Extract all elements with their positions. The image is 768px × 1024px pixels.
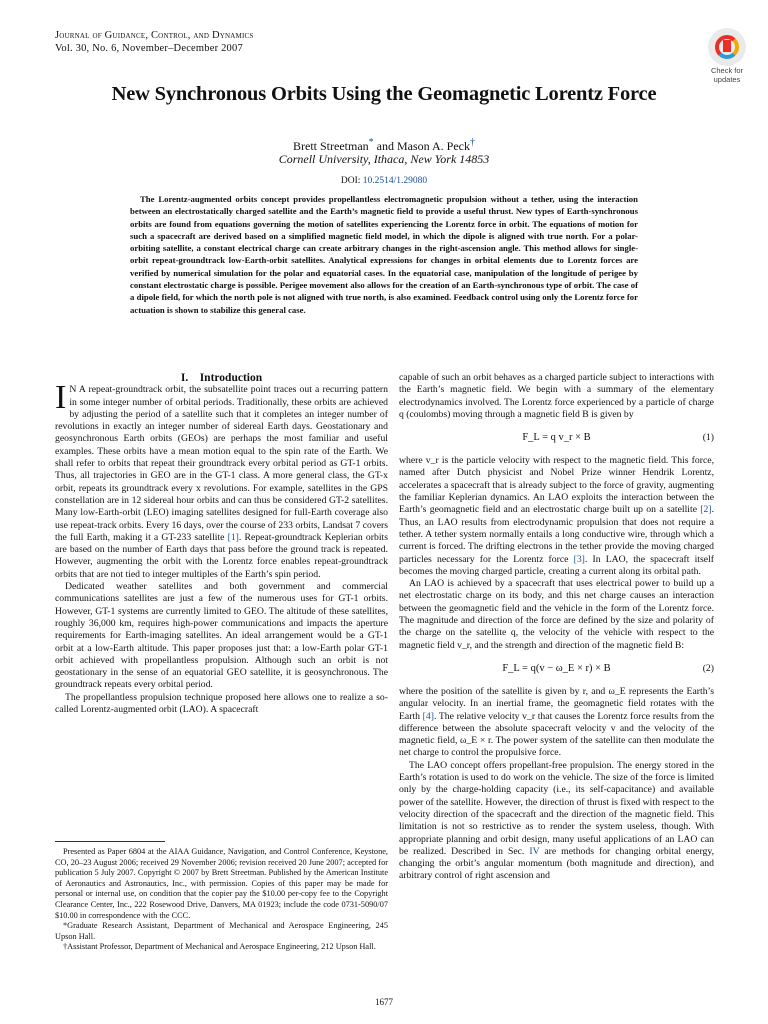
footnote-rule: [55, 841, 165, 842]
right-p2-c: . In LAO, the spacecraft itself becomes the moving charged particle, creating a current along its orbital path.: [399, 553, 714, 577]
equation-2: [399, 656, 714, 682]
right-paragraph-4: [399, 686, 714, 760]
right-p4-b: . The relative velocity v_r that causes the Lorentz force results from the difference between the absolute spacecraft velocity v and the velocity of the magnetic field, ω_E × r. The power system of the satellite can then modulate the net charge to control the propulsive force.: [399, 710, 715, 759]
ref-4-link[interactable]: [4]: [422, 710, 434, 722]
equation-1: [399, 425, 714, 451]
intro-paragraph-3: The propellantless propulsion technique proposed here allows one to realize a so-called Lorentz-augmented orbit (LAO). A spacecraft: [55, 691, 388, 716]
left-column: [55, 372, 388, 716]
right-paragraph-2: [399, 455, 714, 578]
intro-p1-text: N A repeat-groundtrack orbit, the subsatellite point traces out a recurring pattern in some integer number of orbital periods. Traditionally, these orbits are achieved by adjusting the period of a satellite such that it completes an integer number of revolutions in exactly an integer number of sidereal Earth days. Geostationary and geosynchronous Earth orbits (GEOs) are perhaps the most familiar and useful examples. These orbits have a mean motion equal to the spin rate of the Earth. We shall refer to orbits that repeat their groundtrack every orbital period as GT-1 orbits. Thus, all trajectories in GEO are in the GT-1 class. A more general class, the GT-x orbit, repeats its groundtrack every x revolutions. For example, satellites in the GPS constellation are in 12 sidereal hour orbits and can thus be considered GT-2 satellites. Many low-Earth-orbit (LEO) imaging satellites designed for full-Earth coverage also use repeat-track orbits. Every 16 days, over the course of 233 orbits, Landsat 7 covers the full Earth, making it a GT-233 satellite: [55, 384, 388, 543]
author-1: Brett Streetman: [293, 139, 369, 153]
author-joiner: and: [373, 139, 397, 153]
paper-title: New Synchronous Orbits Using the Geomagnetic Lorentz Force: [111, 83, 657, 105]
doi-line: [0, 176, 768, 186]
author-1-footnote-link[interactable]: *: [368, 137, 374, 148]
ref-2-link[interactable]: [2]: [700, 504, 712, 516]
right-p4-a: where the position of the satellite is given by r, and ω_E represents the Earth’s angular velocity. In an inertial frame, the geomagnetic field rotates with the Earth: [399, 685, 714, 722]
footnote-author-1: *Graduate Research Assistant, Department of Mechanical and Aerospace Engineering, 245 Upson Hall.: [55, 921, 388, 941]
badge-label-line1: Check for: [710, 66, 744, 75]
footnote-presented: Presented as Paper 6804 at the AIAA Guidance, Navigation, and Control Conference, Keystone, CO, 20–23 August 2006; received 29 November 2006; revision received 20 June 2007; accepted for publication 5 July 2007. Copyright © 2007 by Brett Streetman. Published by the American Institute of Aeronautics and Astronautics, Inc., with permission. Copies of this paper may be made for personal or internal use, on condition that the copier pay the $10.00 per-copy fee to the Copyright Clearance Center, Inc., 222 Rosewood Drive, Danvers, MA 01923; include the code 0731-5090/07 $10.00 in correspondence with the CCC.: [55, 847, 388, 920]
right-paragraph-3: An LAO is achieved by a spacecraft that uses electrical power to build up a net electrostatic charge on its body, and this net charge causes an interaction between the geomagnetic field and the vehicle in the form of the Lorentz force. The magnitude and direction of the force are defined by the size and polarity of the charge on the satellite q, the velocity of the vehicle with respect to the magnetic field v_r, and the strength and direction of the magnetic field B:: [399, 578, 714, 651]
right-p2-b: . Thus, an LAO results from electrodynamic propulsion that does not require a tether. A tether system normally entails a long conductive wire, through which a current is forced. The drifting electrons in the tether provide the moving charged particles necessary for the Lorentz force: [399, 504, 714, 565]
badge-label-line2: updates: [713, 75, 741, 84]
intro-paragraph-1: [55, 379, 388, 581]
abstract-text: The Lorentz-augmented orbits concept provides propellantless electromagnetic propulsion without a tether, using the interaction between an electrostatically charged satellite and the Earth’s magnetic field to provide a useful thrust. New types of Earth-synchronous orbits are found from equations governing the motion of satellites experiencing the Lorentz force in orbit. The equations of motion for such a spacecraft are derived based on a simplified magnetic field model, in which the dipole is aligned with true north. For a polar-orbiting satellite, a constant electrical charge can create arbitrary changes in the right-ascension angle. This method allows for single-orbit repeat-groundtrack low-Earth-orbit satellites. Analytical expressions for changes in orbital elements due to Lorentz forces are verified by numerical simulation for the polar and equatorial cases. In the equatorial case, manipulation of the longitude of perigee by constant electrostatic charge is possible. Perigee movement also allows for the creation of an Earth-synchronous type of orbit. The case of a dipole field, for which the north pole is not aligned with true north, is also examined. Feedback control using only the Lorentz force for actuation is shown to stabilize this general case.: [130, 194, 638, 315]
affiliation: Cornell University, Ithaca, New York 14853: [278, 152, 490, 166]
check-for-updates-badge[interactable]: [700, 28, 754, 84]
footnotes: [55, 847, 388, 953]
abstract: [130, 193, 638, 316]
intro-paragraph-2: Dedicated weather satellites and both government and commercial communications satellites are just a few of the numerous uses for GT-1 orbits. However, GT-1 systems are currently limited to GEO. The altitude of these satellites, roughly 36,000 km, requires high-power communications and impacts the aperture requirements for Earth-imaging satellites. An ideal arrangement would be a GT-1 orbit at a low-Earth altitude. This paper proposes just that: a low-Earth polar GT-1 orbit achieved with propellantless propulsion. Although such an orbit is not geostationary in the sense of an equatorial GEO satellite, it is geosynchronous. The groundtrack repeats every orbital period.: [55, 581, 388, 691]
drop-cap: I: [55, 379, 67, 417]
right-p5-b: are methods for changing orbital energy, changing the orbit’s angular momentum (both magnitude and direction), and arbitrary control of right ascension and: [399, 845, 714, 882]
ref-1-link[interactable]: [1]: [227, 531, 239, 543]
section-iv-link[interactable]: IV: [529, 845, 540, 857]
equation-2-number: (2): [702, 662, 714, 674]
author-2-footnote-link[interactable]: †: [469, 137, 475, 148]
right-p5-a: The LAO concept offers propellant-free propulsion. The energy stored in the Earth’s rotation is used to do work on the vehicle. The size of the force is limited only by the charge-holding capacity (i.e., its self-capacitance) and available power of the satellite. However, the direction of thrust is fixed with respect to the velocity direction of the spacecraft and the direction of the magnetic field. This limitation is not so restrictive as to render the system useless, though. With appropriate planning and orbit design, many useful applications of an LAO can be realized. Described in Sec.: [399, 759, 714, 857]
doi-link[interactable]: 10.2514/1.29080: [362, 176, 428, 186]
right-paragraph-5: [399, 760, 714, 883]
page-number: 1677: [375, 997, 393, 1007]
ref-3-link[interactable]: [3]: [573, 553, 585, 565]
doi-label: DOI:: [340, 176, 363, 186]
author-2: Mason A. Peck: [396, 139, 470, 153]
intro-p1-end: . Repeat-groundtrack Keplerian orbits are based on the number of Earth days that pass before the ground track is repeated. However, augmenting the orbit with the Lorentz force enables repeat-groundtrack orbits that are not tied to integer multiples of the Earth’s spin period.: [55, 531, 388, 580]
section-heading: I. Introduction: [180, 372, 263, 384]
check-for-updates-icon: [708, 28, 746, 66]
equation-2-body: F_L = q(v − ω_E × r) × B: [502, 662, 611, 674]
right-paragraph-1: capable of such an orbit behaves as a charged particle subject to interactions with the Earth’s magnetic field. We begin with a summary of the elementary electrodynamics involved. The Lorentz force experienced by a particle of charge q (coulombs) moving through a magnetic field B is given by: [399, 372, 714, 420]
right-column: [399, 372, 714, 883]
right-p2-a: where v_r is the particle velocity with respect to the magnetic field. This force, named after Dutch physicist and Nobel Prize winner Hendrik Lorentz, accelerates a spacecraft that is already subject to the force of gravity, augmenting the familiar Keplerian dynamics. An LAO exploits the interaction between the Earth’s geomagnetic field and an electrostatic charge built up on a satellite: [399, 455, 714, 516]
equation-1-number: (1): [702, 432, 714, 444]
footnote-author-2: †Assistant Professor, Department of Mechanical and Aerospace Engineering, 212 Upson Hall.: [63, 942, 376, 952]
journal-header: [55, 29, 253, 55]
journal-name: Journal of Guidance, Control, and Dynamics: [55, 30, 254, 41]
journal-volume: Vol. 30, No. 6, November–December 2007: [55, 43, 243, 54]
equation-1-body: F_L = q v_r × B: [522, 432, 591, 444]
